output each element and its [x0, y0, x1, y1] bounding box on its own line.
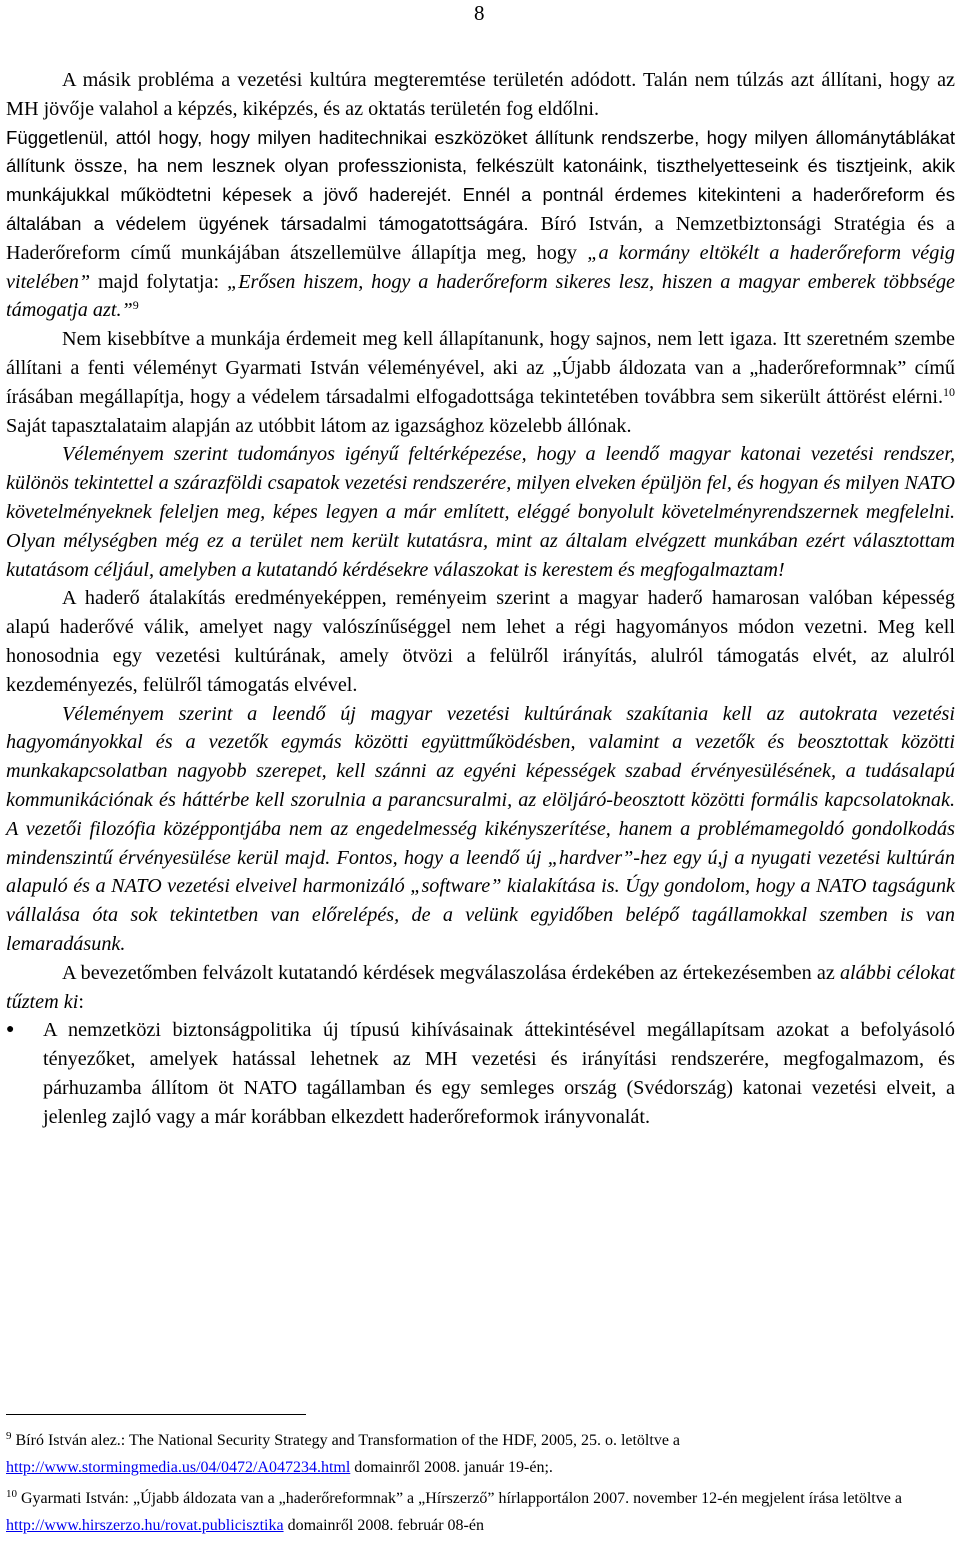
- footnote-ref-9[interactable]: 9: [132, 298, 139, 313]
- paragraph-counterview-text-b: Saját tapasztalataim alapján az utóbbit látom az igazsághoz közelebb állónak.: [6, 414, 632, 437]
- footnotes: [6, 1427, 955, 1543]
- footnote-9: [6, 1427, 955, 1481]
- paragraph-leadership-culture: [6, 700, 955, 959]
- list-item: ● A nemzetközi biztonságpolitika új típusú kihívásainak áttekintésével megállapítsam azokat a befolyásoló tényezőket, amelyek hatással lehetnek az MH vezetési és irányítási rendszerére, megfogalmazom, és párhuzamba állítom öt NATO tagállamban és egy semleges ország (Svédország) katonai vezetési elveit, a jelenleg zajló vagy a már korábban elkezdett haderőreformok irányvonalát.: [6, 1016, 955, 1131]
- footnote-divider: [6, 1414, 306, 1415]
- quote-belief: „Erősen hiszem, hogy a haderőreform sikeres lesz, hiszen a magyar emberek többsége támogatja azt.”: [6, 270, 955, 322]
- body-text: [6, 66, 955, 1131]
- paragraph-independence-text-b: majd folytatja:: [90, 270, 227, 293]
- footnote-text: Gyarmati István: „Újabb áldozata van a „haderőreformnak” a „Hírszerző” hírlapportálon 2007. november 12-én megjelent írása letöltve a: [17, 1490, 902, 1507]
- paragraph-objectives-italic: alábbi célokat tűztem ki: [6, 961, 955, 1013]
- footnote-ref-10[interactable]: 10: [943, 384, 955, 399]
- paragraph-research-aim-text: Véleményem szerint tudományos igényű feltérképezése, hogy a leendő magyar katonai vezetési rendszer, különös tekintettel a szárazföldi csapatok vezetési rendszerére, milyen elveken épüljön fel, és hogyan és milyen NATO követelményeknek feleljen meg, képes legyen a már említett, eléggé bonyolult követelményrendszernek megfelelni. Olyan mélységben még ez a terület nem került kutatásra, mint az általam elvégzett munkában ezért választottam kutatásom céljául, amelyben a kutatandó kérdésekre válaszokat is kerestem és megfogalmaztam!: [6, 443, 955, 581]
- paragraph-research-aim: [6, 440, 955, 584]
- paragraph-intro: [6, 66, 955, 124]
- paragraph-objectives-text-b: :: [78, 990, 84, 1013]
- paragraph-transformation: [6, 584, 955, 699]
- paragraph-objectives-text-a: A bevezetőmben felvázolt kutatandó kérdések megválaszolása érdekében az értekezésemben az: [62, 961, 840, 984]
- footnote-text: Bíró István alez.: The National Security Strategy and Transformation of the HDF, 2005, 25. o. letöltve a: [11, 1432, 681, 1449]
- paragraph-objectives-intro: [6, 959, 955, 1017]
- footnote-text: domainről 2008. február 08-én: [283, 1517, 484, 1534]
- footnote-text: domainről 2008. január 19-én;.: [350, 1459, 553, 1476]
- quote-government: „a kormány eltökélt a haderőreform végig vitelében”: [6, 241, 955, 293]
- footnote-link-hirszerzo[interactable]: http://www.hirszerzo.hu/rovat.publicisztika: [6, 1517, 284, 1534]
- footnote-link-stormingmedia[interactable]: http://www.stormingmedia.us/04/0472/A047234.html: [6, 1459, 351, 1476]
- footnote-10: [6, 1485, 955, 1539]
- paragraph-independence-sans-text: Függetlenül, attól hogy, hogy milyen haditechnikai eszközöket állítunk rendszerbe, hogy milyen állománytáblákat állítunk össze, ha nem lesznek olyan professzionista, felkészült katonáink, tiszthelyetteseink és tisztjeink, akik munkájukkal működtetni képesek a jövő haderejét. Ennél a pontnál érdemes kitekinteni a haderőreform és általában a védelem ügyének társadalmi támogatottságára.: [6, 126, 955, 234]
- page-number: 8: [474, 1, 485, 25]
- paragraph-independence-text-a: Bíró István, a Nemzetbiztonsági Stratégia és a Haderőreform című munkájában átszellemülve állapítja meg, hogy: [6, 212, 955, 264]
- paragraph-transformation-text: A haderő átalakítás eredményeképpen, reményeim szerint a magyar haderő hamarosan valóban képesség alapú haderővé válik, amelyet nagy valószínűséggel nem lehet a régi hagyományos módon vezetni. Meg kell honosodnia egy vezetési kultúrának, amely ötvözi a felülről irányítás, alulról támogatás elvét, az alulról kezdeményezés, felülről támogatás elvével.: [6, 587, 955, 696]
- footnote-number: 9: [6, 1430, 12, 1442]
- paragraph-leadership-culture-text: Véleményem szerint a leendő új magyar vezetési kultúrának szakítania kell az autokrata vezetési hagyományokkal és a vezetők egymás közötti együttműködésben, valamint a vezetők és beosztottak közötti munkakapcsolatban nagyobb szerepet, kell szánni az egyéni képességek szabad érvényesülésének, a tudásalapú kommunikációnak és háttérbe kell szorulnia a parancsuralmi, az elöljáró-beosztott közötti formális kapcsolatoknak. A vezetői filozófia középpontjába nem az engedelmesség kikényszerítése, hanem a problémamegoldó gondolkodás mindenszintű érvényesülése kerül majd. Fontos, hogy a leendő új „hardver”-hez egy ú,j a nyugati vezetési kultúrán alapuló és a NATO vezetési elveivel harmonizáló „software” kialakítása is. Úgy gondolom, hogy a NATO tagságunk vállalása óta sok tekintetben van előrelépés, de a velünk egyidőben belépő tagállamokkal szemben is van lemaradásunk.: [6, 702, 955, 955]
- paragraph-independence: [6, 124, 955, 326]
- paragraph-counterview-text-a: Nem kisebbítve a munkája érdemeit meg kell állapítanunk, hogy sajnos, nem lett igaza. Itt szeretném szembe állítani a fenti véleményt Gyarmati István véleményével, aki az „Újabb áldozata van a „haderőreformnak” című írásában megállapítja, hogy a védelem társadalmi elfogadottsága tekintetében továbbra sem sikerült áttörést elérni.: [6, 328, 955, 408]
- paragraph-intro-text: A másik probléma a vezetési kultúra megteremtése területén adódott. Talán nem túlzás azt állítani, hogy az MH jövője valahol a képzés, kiképzés, és az oktatás területén fog eldőlni.: [6, 69, 955, 120]
- footnote-number: 10: [6, 1488, 17, 1500]
- paragraph-counterview: [6, 325, 955, 440]
- objectives-list: [6, 1016, 955, 1131]
